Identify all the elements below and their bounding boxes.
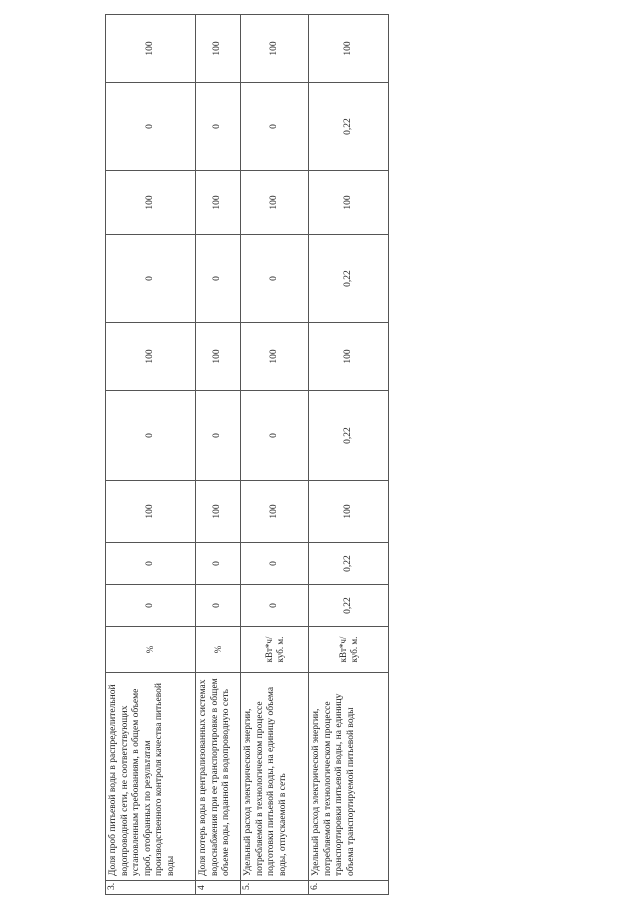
row-number: 5. (241, 881, 309, 895)
indicator-description: Доля потерь воды в централизованных системах водоснабжения при ее транспортировке в общем объеме воды, поданной в водопроводную сеть (196, 673, 241, 881)
value-cell: 100 (106, 323, 196, 391)
value-cell: 0 (196, 83, 241, 171)
value-cell: 0 (241, 391, 309, 481)
value-cell: 100 (241, 323, 309, 391)
value-cell: 100 (309, 171, 389, 235)
value-cell: 0,22 (309, 543, 389, 585)
unit-cell: кВт*ч/ куб. м. (309, 627, 389, 673)
unit-cell: % (106, 627, 196, 673)
row-number: 3. (106, 881, 196, 895)
value-cell: 100 (196, 15, 241, 83)
value-cell: 100 (196, 481, 241, 543)
indicator-description: Удельный расход электрической энергии, потребляемой в технологическом процессе подготовки питьевой воды, на единицу объема воды, отпускаемой в сеть (241, 673, 309, 881)
value-cell: 100 (241, 15, 309, 83)
table-row (106, 15, 196, 895)
value-cell: 100 (241, 171, 309, 235)
value-cell: 100 (241, 481, 309, 543)
value-cell: 0 (241, 235, 309, 323)
indicator-description: Доля проб питьевой воды в распределительной водопроводной сети, не соответствующих установленным требованиям, в общем объеме проб, отобранных по результатам производственного контроля качества питьевой воды (106, 673, 196, 881)
unit-cell: % (196, 627, 241, 673)
value-cell: 0 (106, 391, 196, 481)
value-cell: 0 (196, 543, 241, 585)
value-cell: 100 (196, 171, 241, 235)
indicators-table (105, 14, 389, 895)
value-cell: 0 (196, 391, 241, 481)
value-cell: 0 (106, 235, 196, 323)
value-cell: 0 (241, 83, 309, 171)
table-row (241, 15, 309, 895)
value-cell: 0 (106, 543, 196, 585)
value-cell: 0,22 (309, 83, 389, 171)
value-cell: 100 (106, 15, 196, 83)
unit-cell: кВт*ч/ куб. м. (241, 627, 309, 673)
value-cell: 0,22 (309, 585, 389, 627)
table-row (196, 15, 241, 895)
value-cell: 0 (196, 585, 241, 627)
value-cell: 0,22 (309, 391, 389, 481)
value-cell: 0 (196, 235, 241, 323)
value-cell: 100 (196, 323, 241, 391)
value-cell: 100 (309, 481, 389, 543)
value-cell: 100 (106, 481, 196, 543)
indicator-description: Удельный расход электрической энергии, потребляемой в технологическом процессе транспортировки питьевой воды, на единицу объема транспортируемой питьевой воды (309, 673, 389, 881)
value-cell: 0 (106, 585, 196, 627)
table-row (309, 15, 389, 895)
value-cell: 100 (309, 15, 389, 83)
value-cell: 0 (241, 585, 309, 627)
value-cell: 0 (241, 543, 309, 585)
value-cell: 100 (309, 323, 389, 391)
row-number: 6. (309, 881, 389, 895)
row-number: 4 (196, 881, 241, 895)
value-cell: 0 (106, 83, 196, 171)
value-cell: 100 (106, 171, 196, 235)
value-cell: 0,22 (309, 235, 389, 323)
